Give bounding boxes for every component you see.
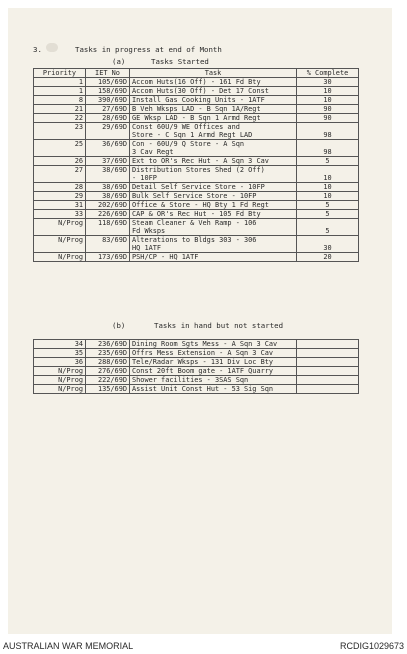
priority-cell: 31 [34, 201, 86, 210]
task-cell [130, 105, 297, 114]
task-cell [130, 253, 297, 262]
column-header-iet-no: IET No [86, 69, 130, 78]
task-cell [130, 192, 297, 201]
table-row [34, 367, 359, 376]
empty-cell [297, 358, 359, 367]
task-line: CAP & OR's Rec Hut - 105 Fd Bty [132, 210, 261, 218]
percent-complete-cell: 98 [297, 140, 359, 157]
table-row [34, 201, 359, 210]
iet-no-cell: 38/69D [86, 166, 130, 183]
percent-complete-cell: 30 [297, 236, 359, 253]
section-number: 3. [33, 45, 42, 54]
task-cell: Shower facilities - 3SAS Sqn [130, 376, 297, 385]
task-line: Con - 60U/9 Q Store - A Sqn [132, 140, 245, 148]
task-cell: Tele/Radar Wksps - 131 Div Loc Bty [130, 358, 297, 367]
iet-no-cell: 38/69D [86, 183, 130, 192]
table-row [34, 253, 359, 262]
task-cell [130, 236, 297, 253]
column-header-percent-complete: % Complete [297, 69, 359, 78]
task-line: Install Gas Cooking Units - 1ATF [132, 96, 265, 104]
priority-cell: 29 [34, 192, 86, 201]
iet-no-cell: 276/69D [86, 367, 130, 376]
empty-cell [297, 340, 359, 349]
iet-no-cell: 118/69D [86, 219, 130, 236]
percent-complete-cell: 5 [297, 201, 359, 210]
priority-cell: 1 [34, 87, 86, 96]
iet-no-cell: 36/69D [86, 140, 130, 157]
priority-cell: 28 [34, 183, 86, 192]
column-header-priority: Priority [34, 69, 86, 78]
iet-no-cell: 28/69D [86, 114, 130, 123]
percent-complete-cell: 10 [297, 192, 359, 201]
task-cell [130, 123, 297, 140]
task-line: Store - C Sqn 1 Armd Regt LAD [132, 131, 253, 139]
subsection-a-label: (a) [112, 57, 126, 66]
task-cell: Dining Room Sgts Mess - A Sqn 3 Cav [130, 340, 297, 349]
priority-cell: N/Prog [34, 219, 86, 236]
iet-no-cell: 390/69D [86, 96, 130, 105]
task-line: Bulk Self Service Store - 10FP [132, 192, 257, 200]
task-cell [130, 87, 297, 96]
priority-cell: N/Prog [34, 367, 86, 376]
priority-cell: 1 [34, 78, 86, 87]
iet-no-cell: 38/69D [86, 192, 130, 201]
priority-cell: 27 [34, 166, 86, 183]
table-row [34, 376, 359, 385]
task-cell [130, 183, 297, 192]
paper-mark [46, 43, 58, 52]
table-row [34, 166, 359, 183]
table-row [34, 385, 359, 394]
priority-cell: 35 [34, 349, 86, 358]
empty-cell [297, 376, 359, 385]
iet-no-cell: 158/69D [86, 87, 130, 96]
table-row [34, 236, 359, 253]
table-row [34, 183, 359, 192]
table-row [34, 219, 359, 236]
percent-complete-cell: 10 [297, 96, 359, 105]
iet-no-cell: 173/69D [86, 253, 130, 262]
priority-cell: 26 [34, 157, 86, 166]
task-line: Fd Wksps [132, 227, 166, 235]
footer-record-id: RCDIG1029673 [339, 641, 404, 651]
task-cell [130, 219, 297, 236]
task-line: 3 Cav Regt [132, 148, 174, 156]
percent-complete-cell: 10 [297, 183, 359, 192]
percent-complete-cell: 20 [297, 253, 359, 262]
footer-archive-name: AUSTRALIAN WAR MEMORIAL [3, 641, 134, 651]
tasks-not-started-table [33, 339, 359, 394]
task-cell [130, 210, 297, 219]
percent-complete-cell: 98 [297, 123, 359, 140]
subsection-a-title: Tasks Started [151, 57, 209, 66]
task-line: Alterations to Bldgs 303 - 306 [132, 236, 257, 244]
table-row [34, 340, 359, 349]
table-row [34, 114, 359, 123]
document-page [8, 8, 392, 634]
table-row [34, 192, 359, 201]
priority-cell: 8 [34, 96, 86, 105]
task-line: Const 60U/9 WE Offices and [132, 123, 240, 131]
task-cell [130, 201, 297, 210]
task-line: Detail Self Service Store - 10FP [132, 183, 265, 191]
subsection-b-title: Tasks in hand but not started [154, 321, 284, 330]
percent-complete-cell: 90 [297, 114, 359, 123]
priority-cell: N/Prog [34, 376, 86, 385]
task-line: PSH/CP - HQ 1ATF [132, 253, 199, 261]
table-row [34, 358, 359, 367]
percent-complete-cell: 5 [297, 219, 359, 236]
percent-complete-cell: 10 [297, 87, 359, 96]
iet-no-cell: 105/69D [86, 78, 130, 87]
iet-no-cell: 83/69D [86, 236, 130, 253]
priority-cell: N/Prog [34, 253, 86, 262]
iet-no-cell: 37/69D [86, 157, 130, 166]
task-line: - 10FP [132, 174, 157, 182]
task-line: Steam Cleaner & Veh Ramp - 106 [132, 219, 257, 227]
table-row [34, 78, 359, 87]
task-line: Accom Huts(30 Off) - Det 17 Const [132, 87, 269, 95]
task-line: Ext to OR's Rec Hut - A Sqn 3 Cav [132, 157, 269, 165]
priority-cell: 36 [34, 358, 86, 367]
percent-complete-cell: 90 [297, 105, 359, 114]
task-cell: Assist Unit Const Hut - 53 Sig Sqn [130, 385, 297, 394]
iet-no-cell: 226/69D [86, 210, 130, 219]
table-row [34, 87, 359, 96]
priority-cell: N/Prog [34, 385, 86, 394]
task-cell: Const 20ft Boom gate - 1ATF Quarry [130, 367, 297, 376]
percent-complete-cell: 5 [297, 210, 359, 219]
iet-no-cell: 27/69D [86, 105, 130, 114]
task-line: Office & Store - HQ Bty 1 Fd Regt [132, 201, 269, 209]
priority-cell: 34 [34, 340, 86, 349]
table-row [34, 105, 359, 114]
task-line: GE Wksp LAD - B Sqn 1 Armd Regt [132, 114, 261, 122]
iet-no-cell: 135/69D [86, 385, 130, 394]
task-cell [130, 140, 297, 157]
table-row [34, 96, 359, 105]
priority-cell: 22 [34, 114, 86, 123]
table-header-row [34, 69, 359, 78]
task-line: HQ 1ATF [132, 244, 162, 252]
iet-no-cell: 29/69D [86, 123, 130, 140]
iet-no-cell: 202/69D [86, 201, 130, 210]
empty-cell [297, 385, 359, 394]
priority-cell: N/Prog [34, 236, 86, 253]
table-row [34, 210, 359, 219]
iet-no-cell: 235/69D [86, 349, 130, 358]
task-cell [130, 157, 297, 166]
iet-no-cell: 222/69D [86, 376, 130, 385]
tasks-started-table [33, 68, 359, 262]
task-line: Accom Huts(16 Off) - 161 Fd Bty [132, 78, 261, 86]
iet-no-cell: 288/69D [86, 358, 130, 367]
task-cell [130, 78, 297, 87]
percent-complete-cell: 30 [297, 78, 359, 87]
priority-cell: 25 [34, 140, 86, 157]
task-line: Distribution Stores Shed (2 Off) [132, 166, 265, 174]
table-row [34, 157, 359, 166]
archive-footer [0, 636, 407, 654]
task-line: B Veh Wksps LAD - B Sqn 1A/Regt [132, 105, 261, 113]
percent-complete-cell: 5 [297, 157, 359, 166]
subsection-b-label: (b) [112, 321, 126, 330]
priority-cell: 33 [34, 210, 86, 219]
priority-cell: 21 [34, 105, 86, 114]
task-cell [130, 114, 297, 123]
table-row [34, 140, 359, 157]
task-cell [130, 166, 297, 183]
section-title: Tasks in progress at end of Month [75, 45, 222, 54]
task-cell: Offrs Mess Extension - A Sqn 3 Cav [130, 349, 297, 358]
priority-cell: 23 [34, 123, 86, 140]
iet-no-cell: 236/69D [86, 340, 130, 349]
empty-cell [297, 367, 359, 376]
column-header-task: Task [130, 69, 297, 78]
task-cell [130, 96, 297, 105]
table-row [34, 123, 359, 140]
table-row [34, 349, 359, 358]
percent-complete-cell: 10 [297, 166, 359, 183]
empty-cell [297, 349, 359, 358]
